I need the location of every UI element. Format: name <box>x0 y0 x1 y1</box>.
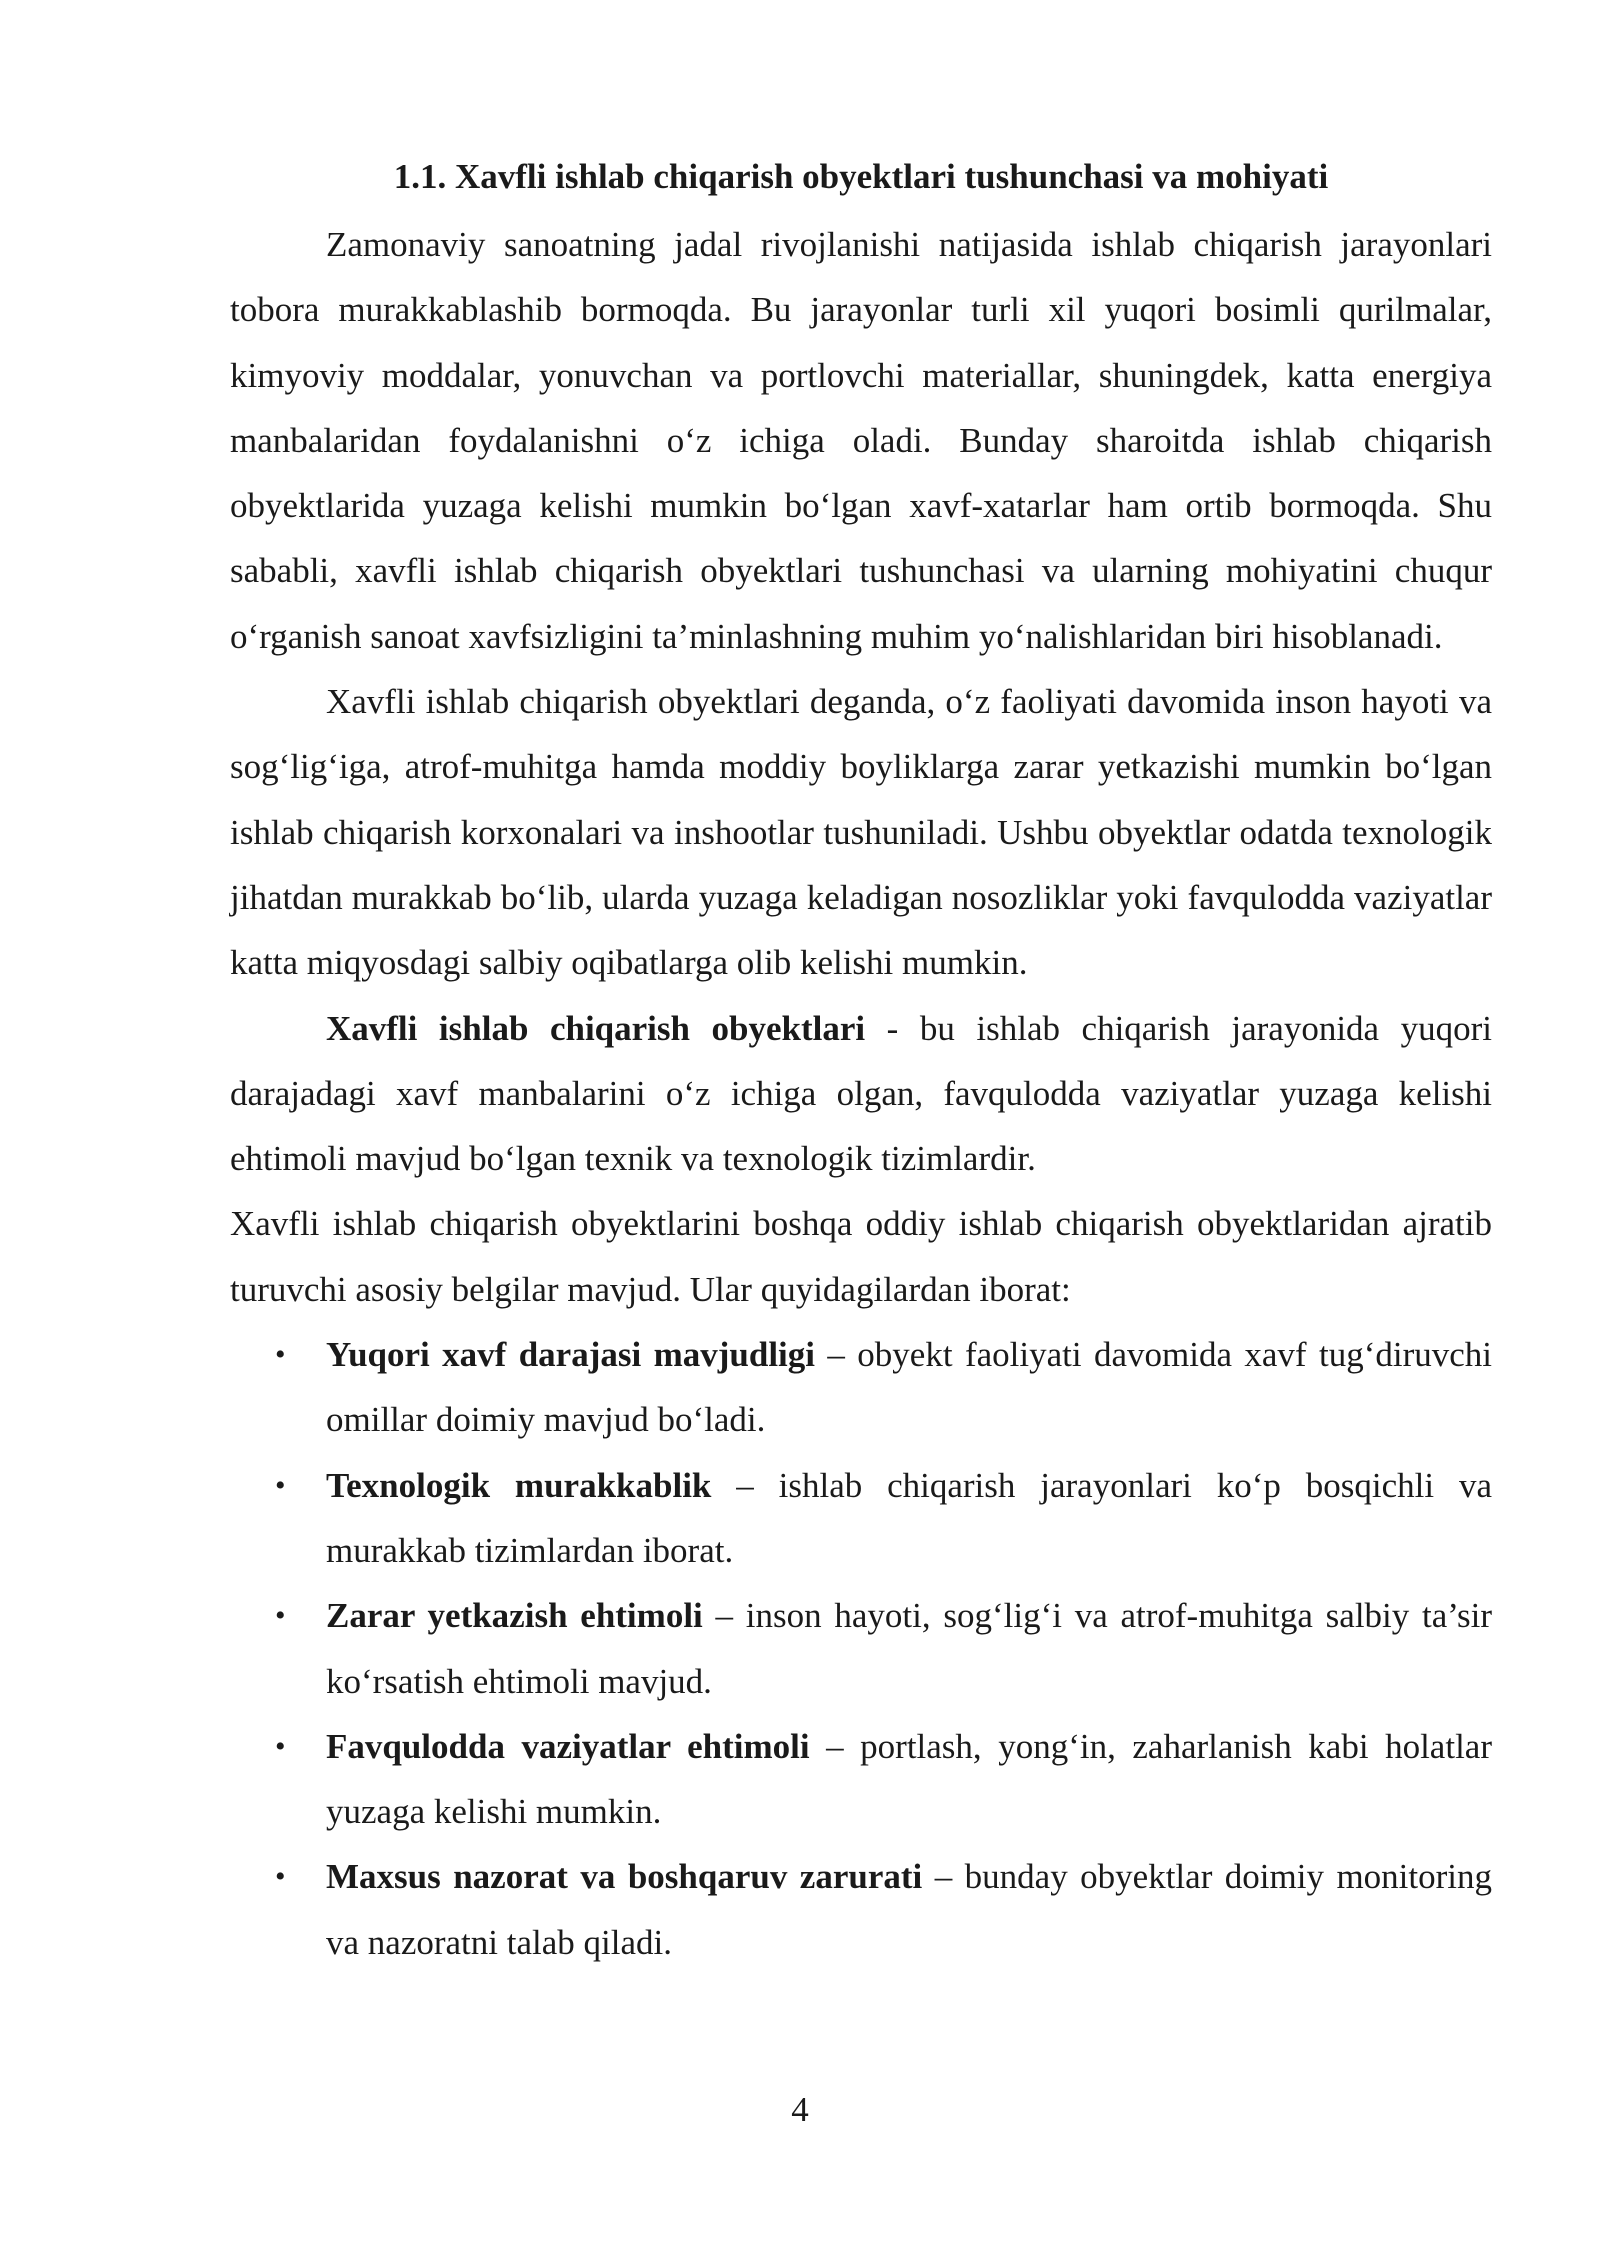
paragraph-features-intro: Xavfli ishlab chiqarish obyektlarini boshqa oddiy ishlab chiqarish obyektlaridan ajratib turuvchi asosiy belgilar mavjud. Ular quyidagilardan iborat: <box>230 1204 1492 1309</box>
list-item <box>230 1583 1492 1714</box>
section-heading: 1.1. Xavfli ishlab chiqarish obyektlari tushunchasi va mohiyati <box>393 157 1329 196</box>
definition-term: Xavfli ishlab chiqarish obyektlari <box>326 1008 866 1048</box>
list-item-text: – inson hayoti, sog‘lig‘i va atrof-muhitga salbiy ta’sir ko‘rsatish ehtimoli mavjud. <box>326 1596 1492 1701</box>
bullet-icon: • <box>275 1468 286 1502</box>
definition-text: - bu ishlab chiqarish jarayonida yuqori darajadagi xavf manbalarini o‘z ichiga olgan, favqulodda vaziyatlar yuzaga kelishi ehtimoli mavjud bo‘lgan texnik va texnologik tizimlardir. <box>230 1008 1492 1179</box>
list-item <box>230 1322 1492 1453</box>
bullet-icon: • <box>275 1338 286 1372</box>
list-item <box>230 1453 1492 1584</box>
list-item-term: Zarar yetkazish ehtimoli <box>326 1596 703 1636</box>
list-item-text: – bunday obyektlar doimiy monitoring va nazoratni talab qiladi. <box>326 1857 1492 1962</box>
list-item <box>230 1844 1492 1975</box>
list-item-text: – portlash, yong‘in, zaharlanish kabi holatlar yuzaga kelishi mumkin. <box>326 1726 1492 1832</box>
paragraph-definition-general: Xavfli ishlab chiqarish obyektlari deganda, o‘z faoliyati davomida inson hayoti va sog‘lig‘iga, atrof-muhitga hamda moddiy boyliklarga zarar yetkazishi mumkin bo‘lgan ishlab chiqarish korxonalari va inshootlar tushuniladi. Ushbu obyektlar odatda texnologik jihatdan murakkab bo‘lib, ularda yuzaga keladigan nosozliklar yoki favqulodda vaziyatlar katta miqyosdagi salbiy oqibatlarga olib kelishi mumkin. <box>230 682 1492 983</box>
bullet-icon: • <box>275 1729 286 1763</box>
paragraph-intro: Zamonaviy sanoatning jadal rivojlanishi natijasida ishlab chiqarish jarayonlari tobora murakkablashib bormoqda. Bu jarayonlar turli xil yuqori bosimli qurilmalar, kimyoviy moddalar, yonuvchan va portlovchi materiallar, shuningdek, katta energiya manbalaridan foydalanishni o‘z ichiga oladi. Bunday sharoitda ishlab chiqarish obyektlarida yuzaga kelishi mumkin bo‘lgan xavf-xatarlar ham ortib bormoqda. Shu sababli, xavfli ishlab chiqarish obyektlari tushunchasi va ularning mohiyatini chuqur o‘rganish sanoat xavfsizligini ta’minlashning muhim yo‘nalishlaridan biri hisoblanadi. <box>230 225 1492 656</box>
list-item-text: – ishlab chiqarish jarayonlari ko‘p bosqichli va murakkab tizimlardan iborat. <box>326 1465 1492 1570</box>
paragraph-definition <box>230 996 1492 1192</box>
list-item-term: Favqulodda vaziyatlar ehtimoli <box>326 1726 810 1766</box>
bullet-icon: • <box>275 1860 286 1894</box>
list-item-term: Yuqori xavf darajasi mavjudligi <box>326 1335 816 1375</box>
list-item <box>230 1714 1492 1845</box>
list-item-term: Texnologik murakkablik <box>326 1465 712 1505</box>
page-number: 4 <box>791 2090 809 2129</box>
page-content <box>230 148 1492 1975</box>
features-list <box>230 1322 1492 1975</box>
list-item-term: Maxsus nazorat va boshqaruv zarurati <box>326 1857 923 1897</box>
bullet-icon: • <box>275 1599 286 1633</box>
list-item-text: – obyekt faoliyati davomida xavf tug‘diruvchi omillar doimiy mavjud bo‘ladi. <box>326 1335 1492 1440</box>
